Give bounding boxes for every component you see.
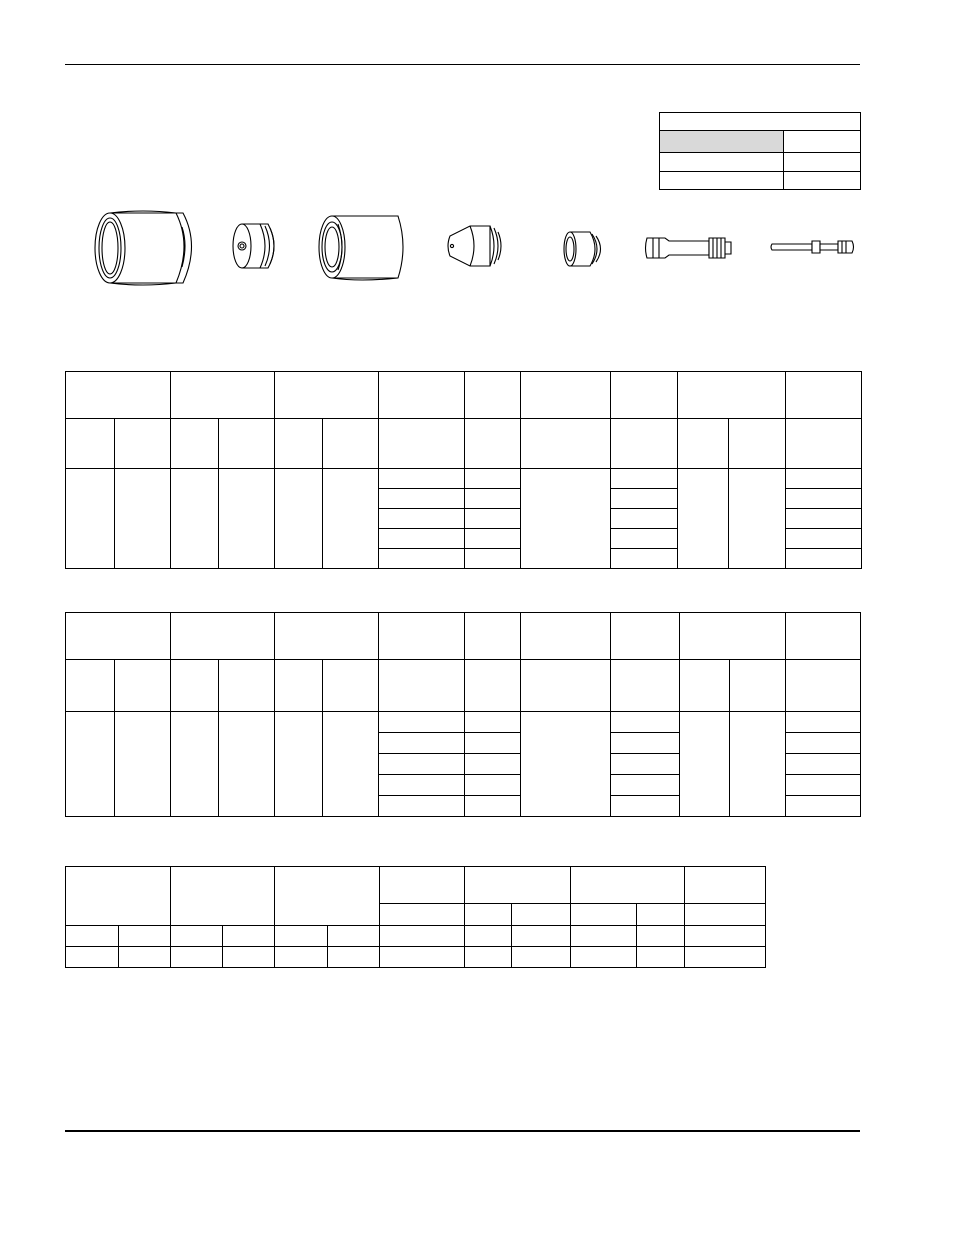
subheader-cell: [730, 660, 786, 712]
table-cell: [611, 509, 678, 529]
table-cell: [66, 947, 119, 968]
table-cell: [611, 754, 680, 775]
water-tube-icon: [768, 236, 856, 258]
header-cell: [379, 372, 465, 419]
subheader-cell: [66, 419, 115, 469]
header-cell: [571, 867, 685, 904]
header-cell: [66, 613, 171, 660]
table-cell: [611, 733, 680, 754]
merged-cell: [171, 712, 219, 817]
subheader-cell: [637, 904, 685, 926]
table-cell: [379, 469, 465, 489]
table-cell: [379, 775, 465, 796]
header-cell: [379, 613, 465, 660]
header-cell: [680, 613, 786, 660]
table-cell: [611, 469, 678, 489]
subheader-cell: [611, 660, 680, 712]
electrode-icon: [643, 230, 733, 266]
merged-cell: [66, 712, 115, 817]
table-cell: [379, 549, 465, 569]
subheader-cell: [521, 660, 611, 712]
header-cell: [786, 372, 862, 419]
table-cell: [465, 754, 521, 775]
table-cell: [223, 926, 275, 947]
merged-cell: [729, 469, 786, 569]
subheader-cell: [379, 419, 465, 469]
table-cell: [465, 796, 521, 817]
table-cell: [328, 926, 380, 947]
merged-cell: [521, 469, 611, 569]
subheader-cell: [465, 419, 521, 469]
subheader-cell: [275, 660, 323, 712]
data-table-2: [65, 612, 861, 817]
table-cell: [786, 509, 862, 529]
header-cell: [611, 613, 680, 660]
table-cell: [786, 489, 862, 509]
retaining-cap-icon: [310, 212, 410, 282]
subheader-cell: [379, 660, 465, 712]
subheader-cell: [323, 660, 379, 712]
table-cell: [611, 489, 678, 509]
merged-cell: [219, 469, 275, 569]
table-cell: [611, 549, 678, 569]
merged-cell: [275, 712, 323, 817]
data-table-1: [65, 371, 862, 569]
table-cell: [786, 549, 862, 569]
subheader-cell: [729, 419, 786, 469]
subheader-cell: [521, 419, 611, 469]
table-cell: [786, 775, 861, 796]
header-cell: [465, 372, 521, 419]
table-cell: [611, 796, 680, 817]
header-cell: [678, 372, 786, 419]
merged-cell: [680, 712, 730, 817]
table-cell: [119, 947, 171, 968]
subheader-cell: [380, 904, 465, 926]
table-cell: [611, 529, 678, 549]
legend-cell: [660, 153, 784, 172]
table-cell: [223, 947, 275, 968]
table-cell: [379, 712, 465, 733]
legend-table: [659, 112, 861, 190]
header-cell: [611, 372, 678, 419]
subheader-cell: [115, 660, 171, 712]
header-cell: [171, 867, 275, 926]
table-cell: [465, 775, 521, 796]
table-cell: [66, 926, 119, 947]
table-cell: [465, 509, 521, 529]
table-cell: [379, 529, 465, 549]
table-cell: [328, 947, 380, 968]
merged-cell: [678, 469, 729, 569]
merged-cell: [115, 712, 171, 817]
header-cell: [685, 867, 766, 904]
table-cell: [465, 469, 521, 489]
swirl-ring-icon: [560, 228, 606, 270]
data-table-3: [65, 866, 766, 968]
legend-header-value-cell: [784, 131, 861, 153]
table-cell: [786, 529, 862, 549]
merged-cell: [115, 469, 171, 569]
legend-cell: [784, 153, 861, 172]
table-cell: [786, 469, 862, 489]
table-cell: [379, 754, 465, 775]
footer-rule: [65, 1130, 860, 1132]
header-cell: [275, 372, 379, 419]
merged-cell: [66, 469, 115, 569]
table-cell: [611, 775, 680, 796]
table-cell: [637, 926, 685, 947]
merged-cell: [275, 469, 323, 569]
subheader-cell: [66, 660, 115, 712]
table-cell: [512, 947, 571, 968]
table-cell: [465, 733, 521, 754]
table-cell: [685, 947, 766, 968]
subheader-cell: [275, 419, 323, 469]
header-cell: [521, 613, 611, 660]
shield-icon: [230, 220, 282, 272]
legend-title-cell: [660, 113, 861, 131]
shield-cap-icon: [88, 205, 203, 290]
header-cell: [171, 613, 275, 660]
table-cell: [611, 712, 680, 733]
table-cell: [571, 926, 637, 947]
table-cell: [275, 947, 328, 968]
table-cell: [786, 796, 861, 817]
header-cell: [786, 613, 861, 660]
subheader-cell: [611, 419, 678, 469]
subheader-cell: [323, 419, 379, 469]
header-cell: [66, 372, 171, 419]
header-cell: [275, 867, 380, 926]
table-cell: [465, 549, 521, 569]
nozzle-icon: [444, 222, 506, 270]
legend-cell: [784, 172, 861, 190]
subheader-cell: [171, 660, 219, 712]
header-cell: [465, 613, 521, 660]
header-cell: [171, 372, 275, 419]
table-cell: [685, 926, 766, 947]
table-cell: [119, 926, 171, 947]
subheader-cell: [571, 904, 637, 926]
subheader-cell: [465, 904, 512, 926]
table-cell: [379, 733, 465, 754]
table-cell: [786, 712, 861, 733]
subheader-cell: [219, 419, 275, 469]
table-cell: [171, 947, 223, 968]
subheader-cell: [115, 419, 171, 469]
merged-cell: [730, 712, 786, 817]
table-cell: [465, 926, 512, 947]
subheader-cell: [680, 660, 730, 712]
table-cell: [465, 712, 521, 733]
header-cell: [380, 867, 465, 904]
table-cell: [571, 947, 637, 968]
merged-cell: [323, 469, 379, 569]
table-cell: [786, 754, 861, 775]
header-cell: [275, 613, 379, 660]
merged-cell: [323, 712, 379, 817]
header-cell: [521, 372, 611, 419]
merged-cell: [219, 712, 275, 817]
header-rule: [65, 64, 860, 65]
table-cell: [379, 489, 465, 509]
merged-cell: [521, 712, 611, 817]
subheader-cell: [171, 419, 219, 469]
table-cell: [786, 733, 861, 754]
subheader-cell: [465, 660, 521, 712]
subheader-cell: [512, 904, 571, 926]
table-cell: [275, 926, 328, 947]
table-cell: [465, 489, 521, 509]
table-cell: [465, 529, 521, 549]
subheader-cell: [685, 904, 766, 926]
legend-header-cell: [660, 131, 784, 153]
legend-cell: [660, 172, 784, 190]
table-cell: [171, 926, 223, 947]
subheader-cell: [786, 419, 862, 469]
subheader-cell: [786, 660, 861, 712]
subheader-cell: [678, 419, 729, 469]
table-cell: [380, 926, 465, 947]
table-cell: [465, 947, 512, 968]
merged-cell: [171, 469, 219, 569]
table-cell: [380, 947, 465, 968]
subheader-cell: [219, 660, 275, 712]
table-cell: [379, 509, 465, 529]
header-cell: [66, 867, 171, 926]
header-cell: [465, 867, 571, 904]
table-cell: [512, 926, 571, 947]
table-cell: [637, 947, 685, 968]
table-cell: [379, 796, 465, 817]
